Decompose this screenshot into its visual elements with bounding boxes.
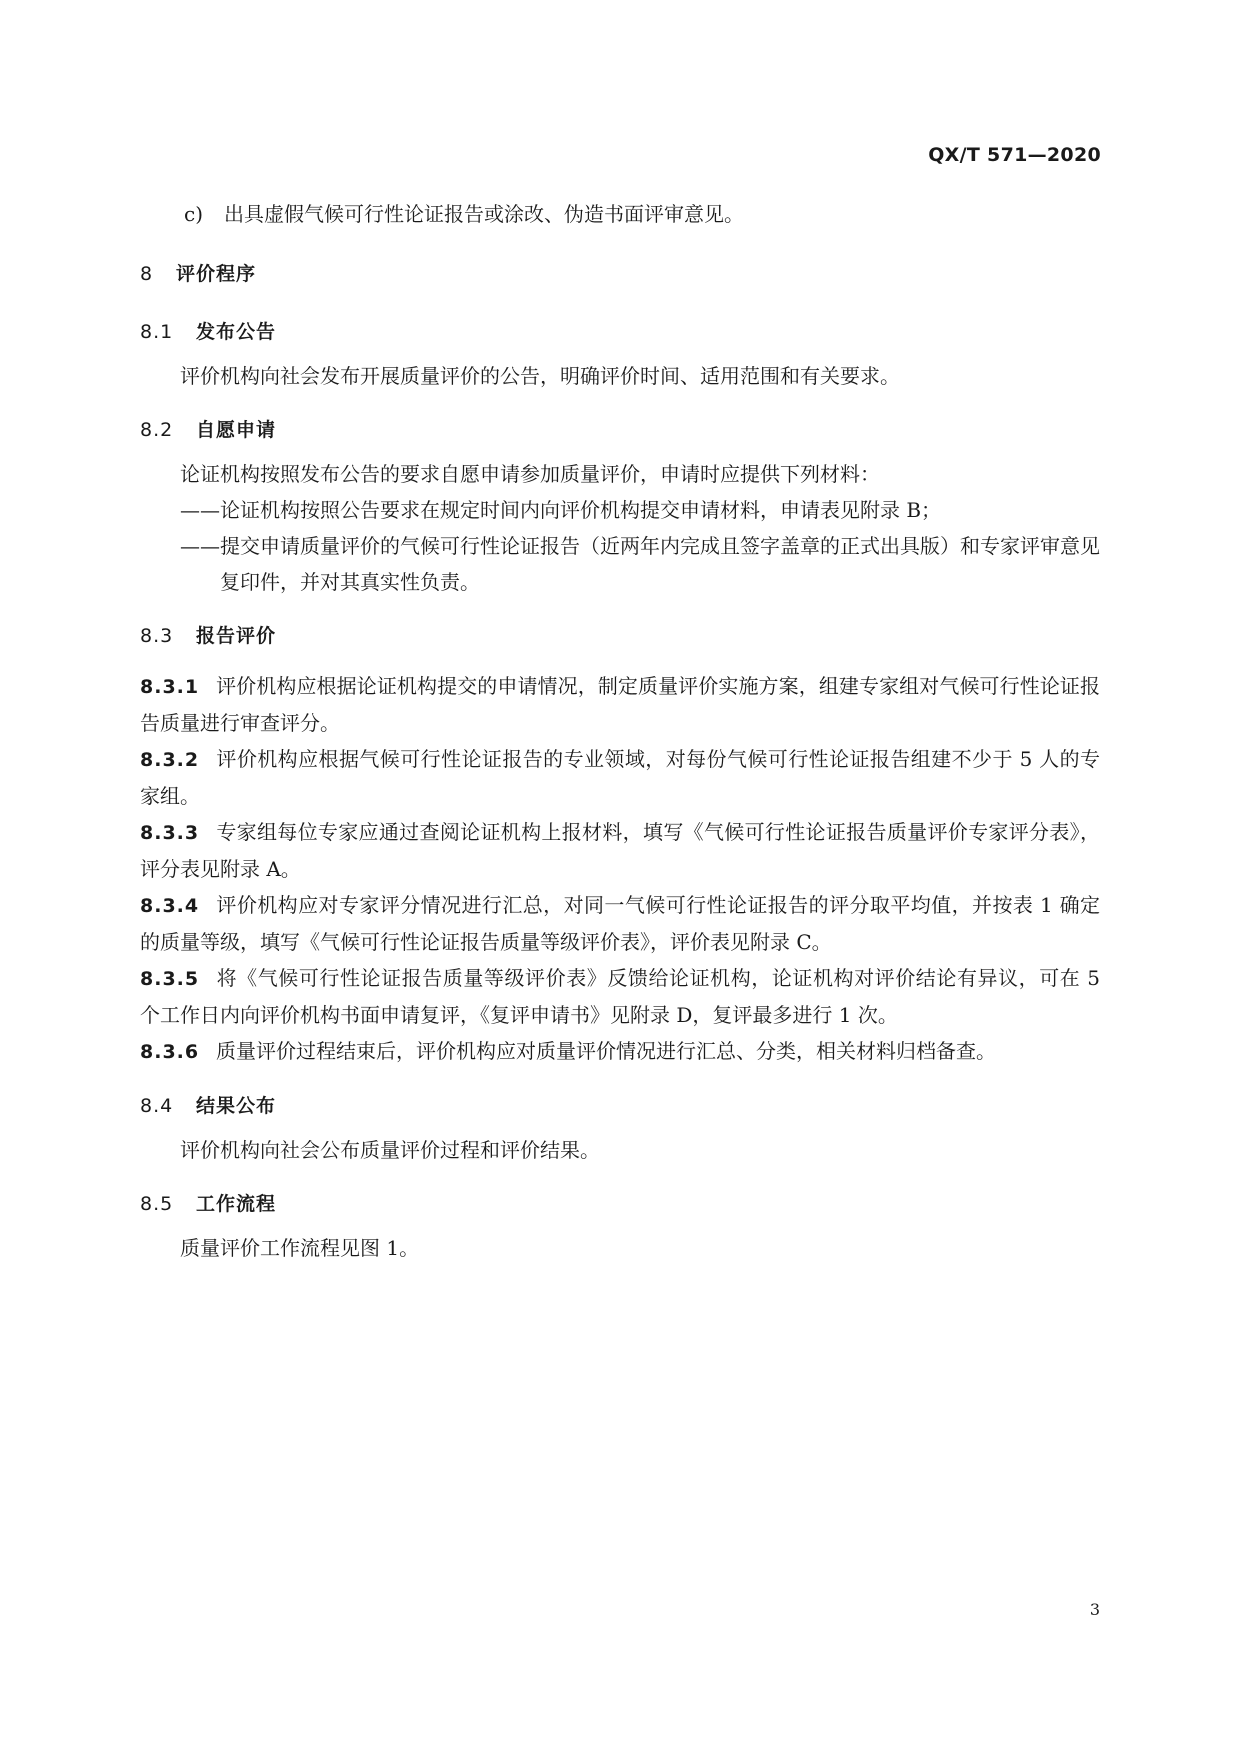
- paragraph-8-2-intro: 论证机构按照发布公告的要求自愿申请参加质量评价，申请时应提供下列材料：: [180, 462, 880, 486]
- clause-number: 8.3.2: [140, 749, 200, 771]
- clause-number: 8.3.4: [140, 895, 200, 917]
- clause-number: 8.3.1: [140, 676, 200, 698]
- section-heading-8-3: [140, 618, 1100, 654]
- clause-text: 评价机构应根据论证机构提交的申请情况，制定质量评价实施方案，组建专家组对气候可行性论证报告质量进行审查评分。: [140, 674, 1100, 735]
- section-number: 8.1: [140, 321, 174, 343]
- clause-8-3-1: [140, 668, 1100, 741]
- clause-8-3-3: [140, 814, 1100, 887]
- document-body: [140, 196, 1100, 1266]
- section-title: 发布公告: [196, 321, 277, 343]
- section-title: 工作流程: [196, 1193, 277, 1215]
- section-number: 8.2: [140, 419, 174, 441]
- clause-list: [140, 668, 1100, 1070]
- list-item-c: [140, 196, 1100, 232]
- section-heading-8-4: [140, 1088, 1100, 1124]
- paragraph-8-4: 评价机构向社会公布质量评价过程和评价结果。: [180, 1138, 600, 1162]
- section-heading-8-2: [140, 412, 1100, 448]
- clause-text: 评价机构应对专家评分情况进行汇总，对同一气候可行性论证报告的评分取平均值，并按表 1 确定的质量等级，填写《气候可行性论证报告质量等级评价表》，评价表见附录 C。: [140, 893, 1100, 954]
- clause-8-3-4: [140, 887, 1100, 960]
- clause-text: 评价机构应根据气候可行性论证报告的专业领域，对每份气候可行性论证报告组建不少于 5 人的专家组。: [140, 747, 1100, 808]
- section-heading-8: [140, 256, 1100, 292]
- clause-8-3-5: [140, 960, 1100, 1033]
- section-title: 评价程序: [176, 263, 257, 285]
- clause-8-3-2: [140, 741, 1100, 814]
- clause-text: 将《气候可行性论证报告质量等级评价表》反馈给论证机构，论证机构对评价结论有异议，可在 5 个工作日内向评价机构书面申请复评，《复评申请书》见附录 D，复评最多进行 1 次。: [140, 966, 1100, 1027]
- list-item-label: c): [184, 202, 204, 226]
- clause-8-3-6: [140, 1033, 1100, 1070]
- clause-number: 8.3.5: [140, 968, 200, 990]
- section-title: 自愿申请: [196, 419, 277, 441]
- section-number: 8.4: [140, 1095, 174, 1117]
- section-heading-8-5: [140, 1186, 1100, 1222]
- dash-item: ——提交申请质量评价的气候可行性论证报告（近两年内完成且签字盖章的正式出具版）和专家评审意见复印件，并对其真实性负责。: [180, 534, 1100, 594]
- section-title: 结果公布: [196, 1095, 277, 1117]
- section-number: 8.5: [140, 1193, 174, 1215]
- clause-text: 专家组每位专家应通过查阅论证机构上报材料，填写《气候可行性论证报告质量评价专家评分表》，评分表见附录 A。: [140, 820, 1100, 881]
- section-heading-8-1: [140, 314, 1100, 350]
- paragraph-8-1: 评价机构向社会发布开展质量评价的公告，明确评价时间、适用范围和有关要求。: [180, 364, 900, 388]
- list-item-text: 出具虚假气候可行性论证报告或涂改、伪造书面评审意见。: [224, 202, 744, 226]
- section-title: 报告评价: [196, 625, 277, 647]
- dash-item: ——论证机构按照公告要求在规定时间内向评价机构提交申请材料，申请表见附录 B；: [180, 498, 942, 522]
- page-number: 3: [1089, 1600, 1100, 1619]
- clause-text: 质量评价过程结束后，评价机构应对质量评价情况进行汇总、分类，相关材料归档备查。: [216, 1039, 996, 1063]
- section-number: 8: [140, 263, 154, 285]
- clause-number: 8.3.3: [140, 822, 200, 844]
- standard-code: QX/T 571—2020: [928, 144, 1101, 166]
- clause-number: 8.3.6: [140, 1041, 200, 1063]
- section-number: 8.3: [140, 625, 174, 647]
- paragraph-8-5: 质量评价工作流程见图 1。: [180, 1236, 420, 1260]
